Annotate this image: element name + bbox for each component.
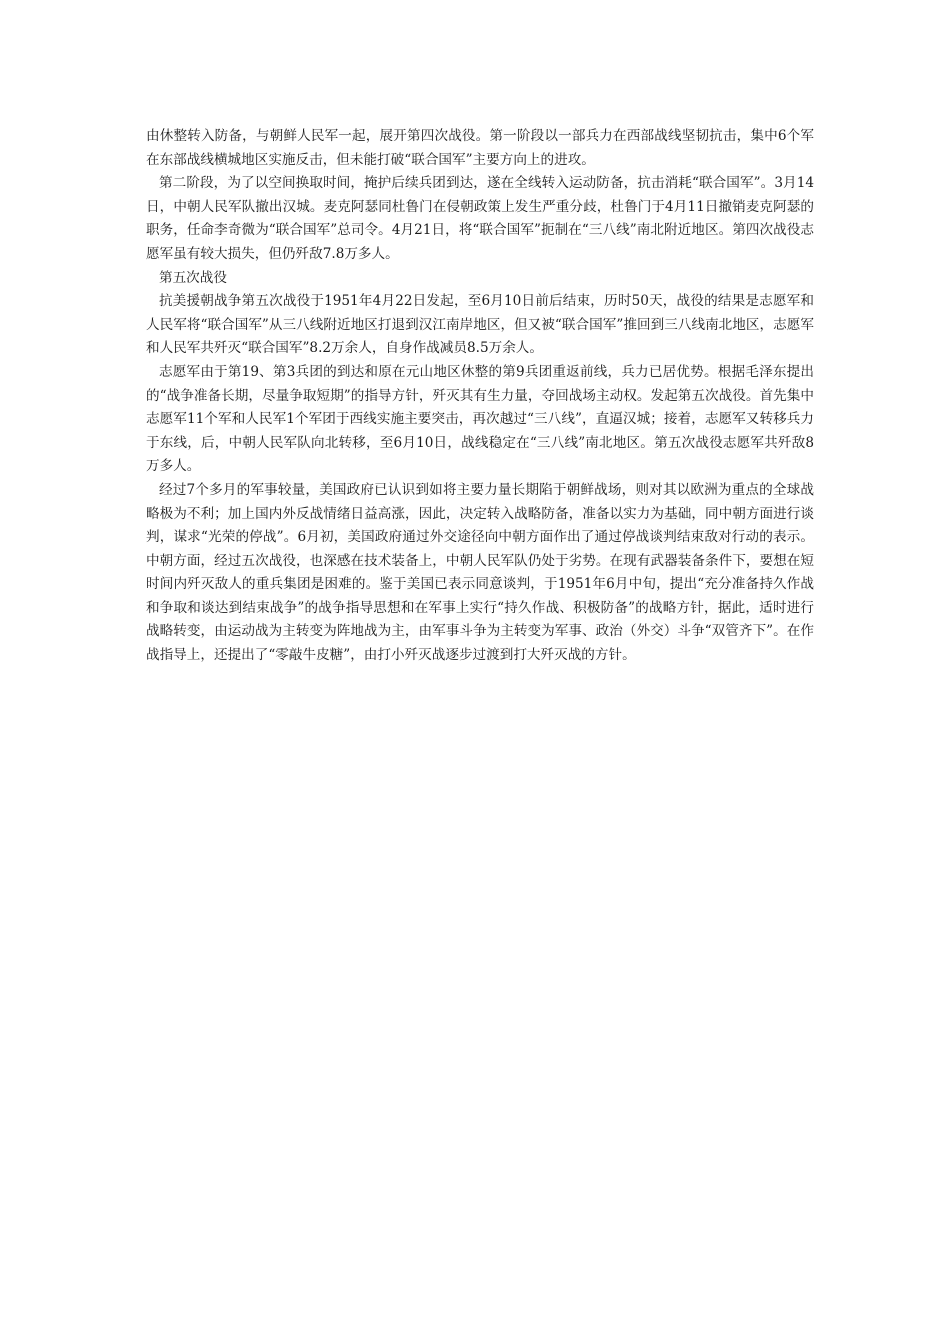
paragraph-fifth-campaign-overview: 抗美援朝战争第五次战役于1951年4月22日发起，至6月10日前后结束，历时50天，战役的结果是志愿军和人民军将“联合国军”从三八线附近地区打退到汉江南岸地区，但又被“联合国军”推回到三八线南北地区，志愿军和人民军共歼灭“联合国军”8.2万余人，自身作战减员8.5万余人。: [146, 293, 814, 357]
paragraph-fourth-campaign-phase-two: 第二阶段，为了以空间换取时间，掩护后续兵团到达，遂在全线转入运动防备，抗击消耗“联合国军”。3月14日，中朝人民军队撤出汉城。麦克阿瑟同杜鲁门在侵朝政策上发生严重分歧，杜鲁门于4月11日撤销麦克阿瑟的职务，任命李奇微为“联合国军”总司令。4月21日，将“联合国军”扼制在“三八线”南北附近地区。第四次战役志愿军虽有较大损失，但仍歼敌7.8万多人。: [146, 175, 814, 262]
document-body: [146, 125, 814, 668]
section-heading-fifth-campaign: 第五次战役: [159, 269, 227, 286]
paragraph-fourth-campaign-phase-one: 由休整转入防备，与朝鲜人民军一起，展开第四次战役。第一阶段以一部兵力在西部战线坚韧抗击，集中6个军在东部战线横城地区实施反击，但未能打破“联合国军”主要方向上的进攻。: [146, 128, 814, 168]
paragraph-strategic-shift: 经过7个多月的军事较量，美国政府已认识到如将主要力量长期陷于朝鲜战场，则对其以欧洲为重点的全球战略极为不利；加上国内外反战情绪日益高涨，因此，决定转入战略防备，准备以实力为基础，同中朝方面进行谈判，谋求“光荣的停战”。6月初，美国政府通过外交途径向中朝方面作出了通过停战谈判结束敌对行动的表示。中朝方面，经过五次战役，也深感在技术装备上，中朝人民军队仍处于劣势。在现有武器装备条件下，要想在短时间内歼灭敌人的重兵集团是困难的。鉴于美国已表示同意谈判，于1951年6月中旬，提出“充分准备持久作战和争取和谈达到结束战争”的战争指导思想和在军事上实行“持久作战、积极防备”的战略方针，据此，适时进行战略转变，由运动战为主转变为阵地战为主，由军事斗争为主转变为军事、政治（外交）斗争“双管齐下”。在作战指导上，还提出了“零敲牛皮糖”，由打小歼灭战逐步过渡到打大歼灭战的方针。: [146, 481, 814, 664]
paragraph-fifth-campaign-details: 志愿军由于第19、第3兵团的到达和原在元山地区休整的第9兵团重返前线，兵力已居优势。根据毛泽东提出的“战争准备长期，尽量争取短期”的指导方针，歼灭其有生力量，夺回战场主动权。发起第五次战役。首先集中志愿军11个军和人民军1个军团于西线实施主要突击，再次越过“三八线”，直逼汉城；接着，志愿军又转移兵力于东线，后，中朝人民军队向北转移，至6月10日，战线稳定在“三八线”南北地区。第五次战役志愿军共歼敌8万多人。: [146, 363, 814, 475]
